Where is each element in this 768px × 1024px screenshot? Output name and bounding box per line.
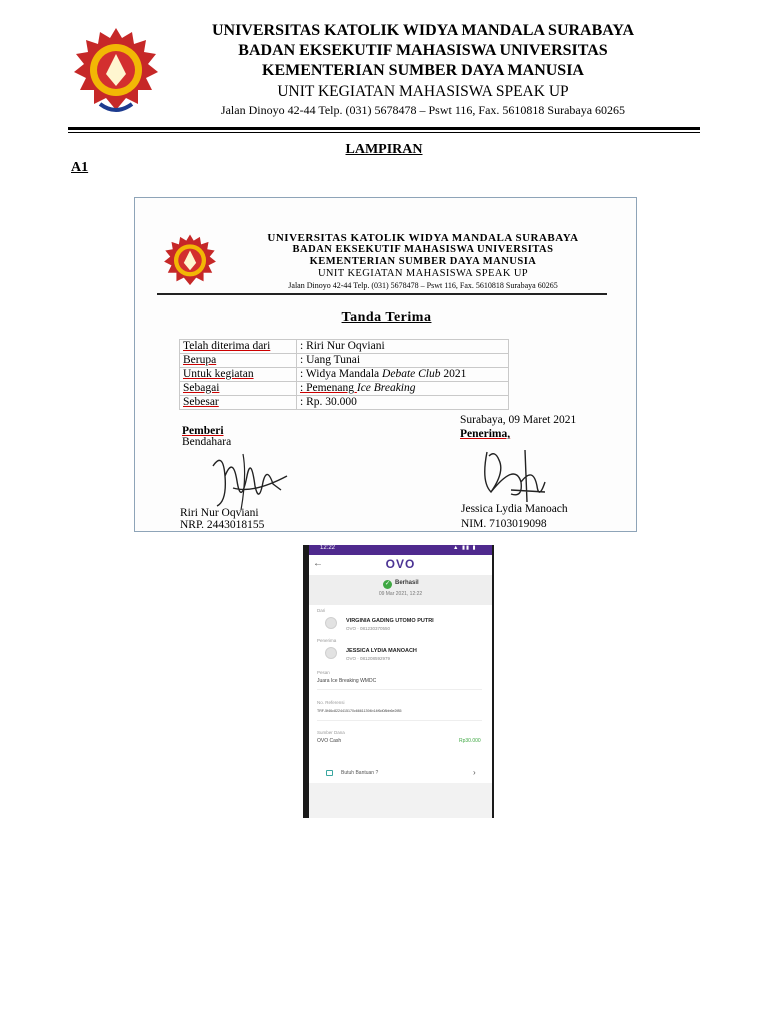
receiver-name: Jessica Lydia Manoach [461,503,568,515]
receipt-image [134,197,637,532]
receiver-signature [475,442,555,506]
header-ministry: KEMENTERIAN SUMBER DAYA MANUSIA [262,62,584,79]
receiver-label: Penerima [317,638,337,643]
source-value: OVO Cash [317,738,342,744]
section-title: LAMPIRAN [345,142,423,157]
amount-value: Rp30.000 [459,738,481,744]
receipt-header-rule [157,293,607,295]
check-icon: ✓ [384,581,391,587]
receipt-details-table [179,339,509,410]
attachment-label: A1 [71,160,89,175]
row-label: Telah diterima dari [180,340,297,354]
help-row[interactable] [309,765,492,783]
receipt-header-university: UNIVERSITAS KATOLIK WIDYA MANDALA SURABAYA [267,232,579,244]
row-label: Sebagai [180,382,297,396]
header-unit: UNIT KEGIATAN MAHASISWA SPEAK UP [277,83,569,100]
row-label: Sebesar [180,396,297,410]
giver-id: NRP. 2443018155 [180,519,265,531]
transaction-datetime: 09 Mar 2021, 12:22 [378,591,423,597]
row-value-italic: Ice Breaking [356,382,416,394]
row-value: : Riri Nur Oqviani [297,340,509,354]
receiver-avatar [325,647,337,659]
table-row [180,396,509,410]
screenshot-edge [492,545,494,818]
header-bem: BADAN EKSEKUTIF MAHASISWA UNIVERSITAS [238,42,608,59]
message-label: Pesan [317,670,330,675]
transaction-details [309,605,492,768]
header-university: UNIVERSITAS KATOLIK WIDYA MANDALA SURABAYA [211,22,635,39]
receipt-university-logo [162,232,218,290]
divider [317,689,482,690]
source-label: Sumber Dana [317,730,345,735]
row-value-italic: Debate Club [382,368,441,380]
receiver-id: NIM. 7103019098 [461,518,547,530]
chat-help-icon [326,770,333,776]
row-label: Berupa [180,354,297,368]
row-label: Untuk kegiatan [180,368,297,382]
receipt-header-bem: BADAN EKSEKUTIF MAHASISWA UNIVERSITAS [292,244,554,255]
ovo-logo: OVO [385,557,416,571]
status-icons: ▲ ▮▮ ▮ [453,545,477,551]
row-value-suffix: 2021 [440,368,467,380]
receiver-label: Penerima, [460,428,511,440]
giver-name: Riri Nur Oqviani [180,507,259,519]
receiver-number: OVO · 081208592979 [346,656,391,661]
receipt-header-unit: UNIT KEGIATAN MAHASISWA SPEAK UP [317,268,529,279]
header-address: Jalan Dinoyo 42-44 Telp. (031) 5678478 – Pswt 116, Fax. 5610818 Surabaya 60265 [220,103,626,117]
receipt-header-ministry: KEMENTERIAN SUMBER DAYA MANUSIA [309,256,537,267]
transaction-status: Berhasil [395,580,419,586]
back-arrow-icon[interactable]: ← [313,558,323,569]
header-rule-thin [68,132,700,133]
sender-label: Dari [317,608,326,613]
row-value: : Uang Tunai [297,354,509,368]
divider [317,720,482,721]
row-value-text: : Widya Mandala [300,368,383,380]
giver-label: Pemberi [182,425,224,437]
university-logo [72,24,160,118]
receiver-name: JESSICA LYDIA MANOACH [346,648,417,654]
table-row [180,368,509,382]
message-value: Juara Ice Breaking WMDC [317,678,377,684]
row-value [297,368,509,382]
table-row [180,340,509,354]
reference-value: TRF-5f46c8224415170c66611394b14f6d08bb6e2f85 [317,709,402,713]
status-time: 12:22 [320,545,336,551]
row-value: : Rp. 30.000 [297,396,509,410]
table-row [180,354,509,368]
giver-role: Bendahara [182,436,232,448]
sender-name: VIRGINIA GADING UTOMO PUTRI [346,618,434,624]
receipt-header-address: Jalan Dinoyo 42-44 Telp. (031) 5678478 – Pswt 116, Fax. 5610818 Surabaya 60265 [288,281,558,290]
help-link[interactable]: Butuh Bantuan ? [341,770,379,776]
sender-number: OVO · 081230370550 [346,626,391,631]
reference-label: No. Referensi [317,700,345,705]
giver-signature [203,446,293,516]
sender-avatar [325,617,337,629]
receipt-date: Surabaya, 09 Maret 2021 [460,414,577,426]
chevron-right-icon[interactable]: › [473,768,476,777]
ovo-transfer-screenshot [303,545,494,818]
receipt-title: Tanda Terima [341,310,432,325]
row-value [297,382,509,396]
header-rule-thick [68,127,700,130]
table-row [180,382,509,396]
row-value-text: : Pemenang [300,382,357,394]
